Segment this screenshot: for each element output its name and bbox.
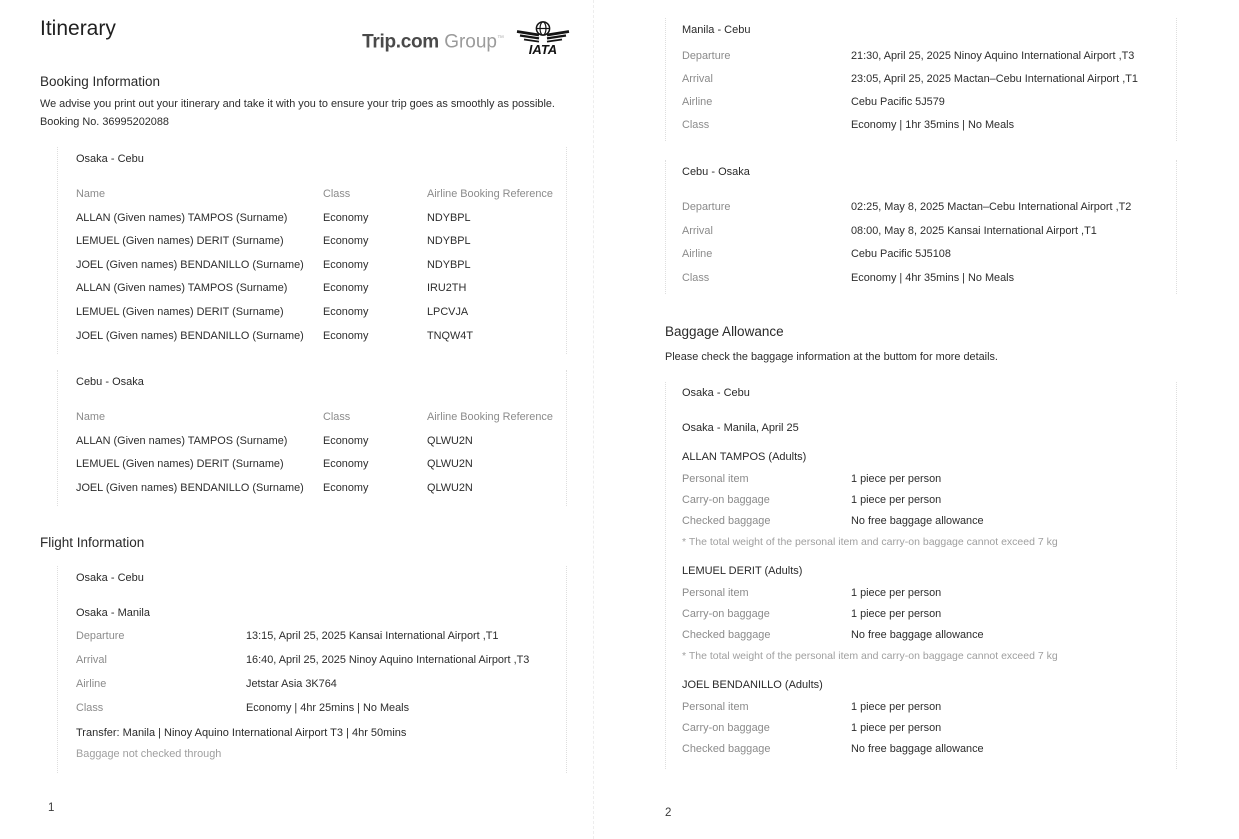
booking-reference: QLWU2N (427, 458, 473, 471)
cabin-class: Economy (323, 458, 369, 471)
field-value: 08:00, May 8, 2025 Kansai International Airport ,T1 (851, 224, 1097, 237)
field-value: Economy | 4hr 35mins | No Meals (851, 271, 1015, 284)
table-row (76, 331, 566, 342)
baggage-field-row (682, 702, 1176, 713)
passenger-name: LEMUEL (Given names) DERIT (Surname) (76, 235, 284, 248)
flight-field-row (682, 97, 1176, 108)
table-row (76, 436, 566, 447)
field-label: Arrival (682, 224, 713, 237)
table-route-title: Osaka - Cebu (76, 153, 144, 165)
cabin-class: Economy (323, 305, 369, 318)
baggage-field-row (682, 609, 1176, 620)
booking-number: Booking No. 36995202088 (40, 116, 169, 128)
flight-field-row (682, 51, 1176, 62)
flight-field-row (76, 655, 566, 666)
field-value: 1 piece per person (851, 587, 942, 599)
table-route-title: Cebu - Osaka (76, 376, 144, 388)
field-label: Class (682, 119, 710, 131)
field-value: Economy | 1hr 35mins | No Meals (851, 119, 1015, 131)
booking-reference: TNQW4T (427, 329, 473, 342)
field-label: Personal item (682, 701, 749, 713)
booking-reference: QLWU2N (427, 434, 473, 447)
field-label: Departure (76, 630, 125, 642)
booking-reference: NDYBPL (427, 258, 471, 271)
baggage-route-title: Osaka - Cebu (682, 387, 750, 399)
field-value: 1 piece per person (851, 494, 942, 506)
flight-field-row (76, 703, 566, 714)
booking-information-heading: Booking Information (40, 74, 161, 89)
flight-segment-title: Manila - Cebu (682, 24, 751, 36)
field-label: Checked baggage (682, 515, 771, 527)
table-row (76, 236, 566, 247)
booking-reference: LPCVJA (427, 305, 469, 318)
booking-reference: IRU2TH (427, 282, 467, 295)
field-label: Checked baggage (682, 629, 771, 641)
field-label: Carry-on baggage (682, 722, 770, 734)
baggage-passenger-block (682, 566, 1176, 662)
booking-advice-text: We advise you print out your itinerary and take it with you to ensure your trip goes as smoothly as possible. (40, 98, 555, 110)
trademark-symbol: ™ (497, 34, 504, 42)
booking-reference: QLWU2N (427, 481, 473, 494)
field-label: Arrival (682, 73, 713, 85)
page-number: 2 (665, 807, 672, 819)
baggage-passenger-name: ALLAN TAMPOS (Adults) (682, 451, 807, 463)
field-value: 02:25, May 8, 2025 Mactan–Cebu International Airport ,T2 (851, 201, 1132, 213)
passenger-name: LEMUEL (Given names) DERIT (Surname) (76, 305, 284, 318)
flight-segment-cebu-osaka (665, 160, 1177, 294)
passenger-table-cebu-osaka (57, 370, 567, 506)
field-value: Cebu Pacific 5J579 (851, 96, 945, 108)
column-header-name: Name (76, 411, 106, 423)
passenger-name: JOEL (Given names) BENDANILLO (Surname) (76, 258, 304, 271)
iata-logo (516, 20, 570, 61)
field-label: Class (682, 271, 710, 284)
baggage-allowance-heading: Baggage Allowance (665, 324, 784, 339)
baggage-field-row (682, 516, 1176, 527)
flight-section-osaka-cebu (57, 566, 567, 773)
passenger-name: ALLAN (Given names) TAMPOS (Surname) (76, 282, 288, 295)
passenger-name: ALLAN (Given names) TAMPOS (Surname) (76, 434, 288, 447)
page-number: 1 (48, 802, 55, 814)
baggage-passenger-block (682, 680, 1176, 755)
table-row (76, 260, 566, 271)
baggage-field-row (682, 744, 1176, 755)
baggage-field-row (682, 495, 1176, 506)
passenger-table-osaka-cebu (57, 147, 567, 354)
field-label: Checked baggage (682, 743, 771, 755)
baggage-section (665, 382, 1177, 769)
cabin-class: Economy (323, 282, 369, 295)
field-value: 1 piece per person (851, 701, 942, 713)
table-row (76, 307, 566, 318)
field-label: Personal item (682, 473, 749, 485)
field-label: Carry-on baggage (682, 494, 770, 506)
document-header (40, 18, 570, 61)
booking-reference: NDYBPL (427, 235, 471, 248)
baggage-passenger-block (682, 452, 1176, 548)
field-value: 1 piece per person (851, 608, 942, 620)
cabin-class: Economy (323, 258, 369, 271)
field-label: Airline (682, 248, 713, 260)
field-value: 16:40, April 25, 2025 Ninoy Aquino International Airport ,T3 (246, 654, 530, 666)
table-header-row (76, 189, 566, 200)
flight-route-title: Osaka - Cebu (76, 572, 144, 584)
field-value: 1 piece per person (851, 473, 942, 485)
field-value: 1 piece per person (851, 722, 942, 734)
field-label: Arrival (76, 654, 107, 666)
tripcom-logo-text: Trip.com (362, 31, 439, 53)
iata-winged-globe-icon (516, 20, 570, 56)
field-label: Departure (682, 201, 731, 213)
tripcom-group-logo (362, 29, 504, 52)
column-header-class: Class (323, 188, 351, 200)
flight-segment-title: Osaka - Manila (76, 607, 150, 619)
cabin-class: Economy (323, 329, 369, 342)
table-row (76, 483, 566, 494)
column-header-reference: Airline Booking Reference (427, 411, 553, 423)
column-header-reference: Airline Booking Reference (427, 188, 553, 200)
flight-information-heading: Flight Information (40, 535, 145, 550)
field-value: Cebu Pacific 5J5108 (851, 248, 951, 260)
transfer-info: Transfer: Manila | Ninoy Aquino International Airport T3 | 4hr 50mins (76, 727, 407, 739)
page-title: Itinerary (40, 17, 116, 40)
cabin-class: Economy (323, 434, 369, 447)
column-header-class: Class (323, 411, 351, 423)
baggage-subroute-title: Osaka - Manila, April 25 (682, 422, 799, 434)
field-value: 21:30, April 25, 2025 Ninoy Aquino International Airport ,T3 (851, 50, 1135, 62)
baggage-field-row (682, 723, 1176, 734)
flight-field-row (682, 120, 1176, 131)
baggage-field-row (682, 630, 1176, 641)
field-label: Departure (682, 50, 731, 62)
baggage-field-row (682, 474, 1176, 485)
table-header-row (76, 412, 566, 423)
table-row (76, 213, 566, 224)
field-value: No free baggage allowance (851, 629, 984, 641)
flight-field-row (682, 202, 1176, 213)
field-value: 13:15, April 25, 2025 Kansai International Airport ,T1 (246, 630, 499, 642)
passenger-name: JOEL (Given names) BENDANILLO (Surname) (76, 329, 304, 342)
flight-field-row (682, 226, 1176, 237)
flight-field-row (682, 273, 1176, 284)
passenger-name: LEMUEL (Given names) DERIT (Surname) (76, 458, 284, 471)
flight-segment-title: Cebu - Osaka (682, 166, 750, 178)
transfer-baggage-note: Baggage not checked through (76, 748, 222, 760)
passenger-name: ALLAN (Given names) TAMPOS (Surname) (76, 211, 288, 224)
column-header-name: Name (76, 188, 106, 200)
flight-field-row (682, 249, 1176, 260)
logo-group (362, 20, 570, 61)
baggage-footnote: * The total weight of the personal item and carry-on baggage cannot exceed 7 kg (682, 536, 1058, 548)
flight-field-row (76, 631, 566, 642)
table-row (76, 459, 566, 470)
field-label: Class (76, 702, 104, 714)
baggage-field-row (682, 588, 1176, 599)
field-value: No free baggage allowance (851, 743, 984, 755)
itinerary-page-2 (665, 0, 1185, 839)
table-row (76, 283, 566, 294)
field-value: 23:05, April 25, 2025 Mactan–Cebu International Airport ,T1 (851, 73, 1138, 85)
group-logo-text: Group (444, 31, 497, 53)
cabin-class: Economy (323, 235, 369, 248)
cabin-class: Economy (323, 481, 369, 494)
field-value: No free baggage allowance (851, 515, 984, 527)
flight-field-row (682, 74, 1176, 85)
passenger-name: JOEL (Given names) BENDANILLO (Surname) (76, 481, 304, 494)
booking-reference: NDYBPL (427, 211, 471, 224)
field-label: Airline (682, 96, 713, 108)
field-value: Jetstar Asia 3K764 (246, 678, 337, 690)
baggage-passenger-name: JOEL BENDANILLO (Adults) (682, 679, 823, 691)
itinerary-page-1 (40, 0, 612, 839)
field-label: Carry-on baggage (682, 608, 770, 620)
svg-text:IATA: IATA (528, 42, 558, 56)
flight-segment-manila-cebu (665, 18, 1177, 141)
flight-field-row (76, 679, 566, 690)
baggage-note: Please check the baggage information at the buttom for more details. (665, 351, 998, 363)
baggage-footnote: * The total weight of the personal item and carry-on baggage cannot exceed 7 kg (682, 650, 1058, 662)
cabin-class: Economy (323, 211, 369, 224)
field-value: Economy | 4hr 25mins | No Meals (246, 702, 410, 714)
baggage-passenger-name: LEMUEL DERIT (Adults) (682, 565, 803, 577)
field-label: Personal item (682, 587, 749, 599)
field-label: Airline (76, 678, 107, 690)
